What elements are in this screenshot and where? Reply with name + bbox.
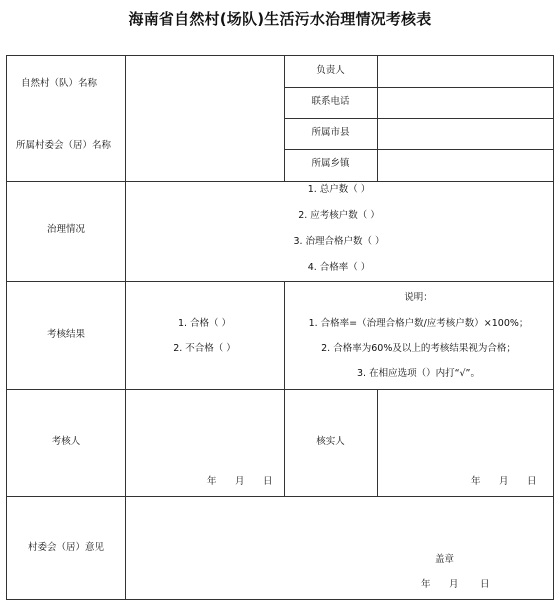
verifier-date-year: 年 (471, 476, 481, 487)
responsible-field[interactable] (379, 57, 551, 86)
result-note-title: 说明： (404, 292, 433, 303)
result-note-1: 1. 合格率=（治理合格户数/应考核户数）×100%； (308, 318, 529, 329)
village-info-field[interactable] (129, 60, 279, 177)
verifier-date-month: 月 (499, 476, 509, 487)
committee-date-year: 年 (421, 579, 431, 590)
committee-date-day: 日 (480, 579, 490, 590)
result-note-3: 3. 在相应选项（）内打“√”。 (357, 368, 480, 379)
assessment-form (6, 55, 554, 600)
city-field[interactable] (379, 119, 551, 148)
verifier-label: 核实人 (316, 436, 345, 447)
divider-result (7, 281, 553, 282)
result-label: 考核结果 (46, 329, 85, 340)
phone-field[interactable] (379, 88, 551, 117)
divider-signoff (7, 389, 553, 390)
result-option-pass[interactable]: 1. 合格（ ） (177, 318, 232, 329)
treatment-item-total-households[interactable]: 1. 总户数（ ） (307, 184, 371, 195)
verifier-signature-field[interactable] (379, 391, 551, 494)
assessor-date-month: 月 (235, 476, 245, 487)
assessor-label: 考核人 (51, 436, 81, 447)
result-option-fail[interactable]: 2. 不合格（ ） (173, 343, 236, 354)
assessor-date-day: 日 (263, 476, 273, 487)
assessor-signature-field[interactable] (127, 391, 282, 494)
town-label: 所属乡镇 (311, 158, 350, 169)
treatment-item-qualified-households[interactable]: 3. 治理合格户数（ ） (293, 236, 385, 247)
treatment-label: 治理情况 (46, 224, 85, 235)
phone-label: 联系电话 (311, 96, 350, 107)
assessor-date-year: 年 (207, 476, 217, 487)
treatment-item-qualification-rate[interactable]: 4. 合格率（ ） (307, 262, 371, 273)
divider-treatment (7, 181, 553, 182)
committee-date-month: 月 (449, 579, 459, 590)
divider-opinion (7, 496, 553, 497)
city-label: 所属市县 (311, 127, 350, 138)
verifier-date-day: 日 (527, 476, 537, 487)
form-title: 海南省自然村(场队)生活污水治理情况考核表 (128, 10, 432, 28)
responsible-label: 负责人 (316, 65, 345, 76)
committee-seal-label: 盖章 (435, 554, 455, 565)
committee-opinion-label: 村委会（居）意见 (27, 542, 104, 553)
village-committee-label: 所属村委会（居）名称 (16, 140, 112, 151)
result-note-2: 2. 合格率为60%及以上的考核结果视为合格； (321, 343, 516, 354)
signoff-split-line-2 (377, 389, 378, 496)
town-field[interactable] (379, 150, 551, 180)
treatment-item-assessed-households[interactable]: 2. 应考核户数（ ） (298, 210, 380, 221)
village-name-label: 自然村（队）名称 (21, 78, 98, 89)
